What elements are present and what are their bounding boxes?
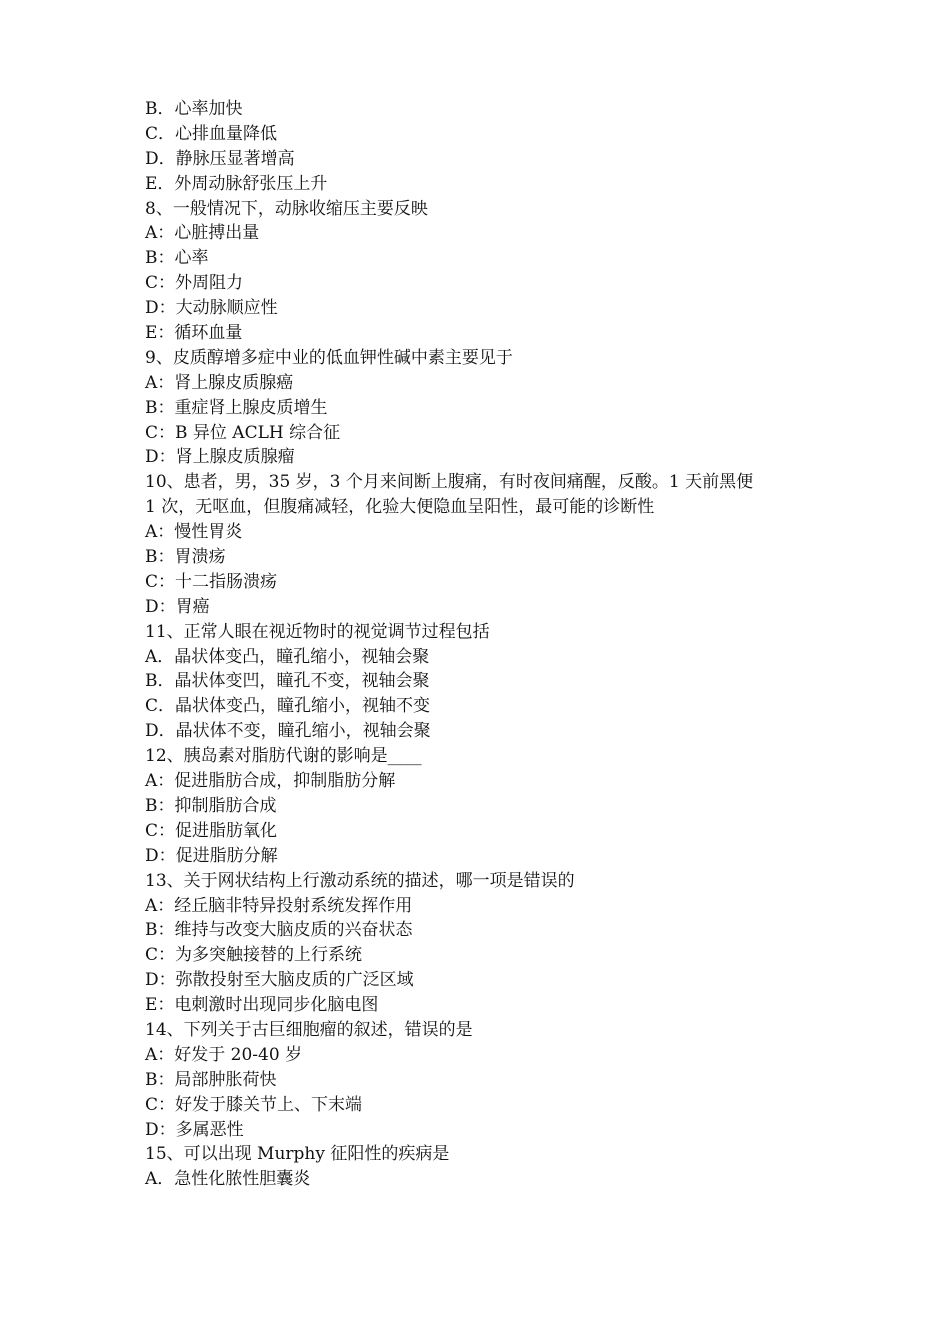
option-line: C．晶状体变凸，瞳孔缩小，视轴不变 bbox=[145, 696, 431, 717]
question-15: 15、可以出现 Murphy 征阳性的疾病是 bbox=[145, 1144, 450, 1165]
question-11: 11、正常人眼在视近物时的视觉调节过程包括 bbox=[145, 621, 490, 642]
option-line: D：肾上腺皮质腺瘤 bbox=[145, 447, 295, 468]
option-line: C：B 异位 ACLH 综合征 bbox=[145, 422, 341, 443]
option-line: D．静脉压显著增高 bbox=[145, 148, 295, 169]
option-line: B：维持与改变大脑皮质的兴奋状态 bbox=[145, 920, 413, 941]
option-line: A．晶状体变凸，瞳孔缩小，视轴会聚 bbox=[145, 646, 430, 667]
option-line: E：循环血量 bbox=[145, 323, 243, 344]
option-line: E．外周动脉舒张压上升 bbox=[145, 173, 328, 194]
option-line: C：好发于膝关节上、下末端 bbox=[145, 1094, 363, 1115]
option-line: A：慢性胃炎 bbox=[145, 522, 243, 543]
document-body bbox=[145, 97, 815, 1192]
option-line: C．心排血量降低 bbox=[145, 123, 278, 144]
option-line: D．晶状体不变，瞳孔缩小，视轴会聚 bbox=[145, 721, 431, 742]
option-line: D：弥散投射至大脑皮质的广泛区域 bbox=[145, 970, 414, 991]
option-line: B．晶状体变凹，瞳孔不变，视轴会聚 bbox=[145, 671, 430, 692]
question-8: 8、一般情况下，动脉收缩压主要反映 bbox=[145, 198, 428, 219]
option-line: D：大动脉顺应性 bbox=[145, 298, 278, 319]
option-line: B：重症肾上腺皮质增生 bbox=[145, 397, 328, 418]
option-line: A：好发于 20-40 岁 bbox=[145, 1044, 303, 1065]
question-10: 10、患者，男，35 岁，3 个月来间断上腹痛，有时夜间痛醒，反酸。1 天前黑便 bbox=[145, 472, 754, 493]
option-line: D：多属恶性 bbox=[145, 1119, 244, 1140]
option-line: B：胃溃疡 bbox=[145, 547, 226, 568]
question-14: 14、下列关于古巨细胞瘤的叙述，错误的是 bbox=[145, 1019, 473, 1040]
option-line: A：肾上腺皮质腺癌 bbox=[145, 372, 294, 393]
option-line: D：胃癌 bbox=[145, 596, 210, 617]
option-line: B：局部肿胀荷快 bbox=[145, 1069, 277, 1090]
question-10-continued: 1 次，无呕血，但腹痛减轻，化验大便隐血呈阳性，最可能的诊断性 bbox=[145, 497, 655, 518]
option-line: B．心率加快 bbox=[145, 99, 243, 119]
option-line: B：抑制脂肪合成 bbox=[145, 795, 277, 816]
option-line: A：心脏搏出量 bbox=[145, 223, 260, 244]
question-9: 9、皮质醇增多症中业的低血钾性碱中素主要见于 bbox=[145, 347, 513, 368]
question-13: 13、关于网状结构上行激动系统的描述，哪一项是错误的 bbox=[145, 870, 575, 891]
option-line: C：为多突触接替的上行系统 bbox=[145, 945, 363, 966]
option-line: A：促进脂肪合成，抑制脂肪分解 bbox=[145, 771, 396, 792]
option-line: A：经丘脑非特异投射系统发挥作用 bbox=[145, 895, 413, 916]
option-line: B：心率 bbox=[145, 248, 209, 269]
option-line: C：促进脂肪氧化 bbox=[145, 820, 278, 841]
question-12: 12、胰岛素对脂肪代谢的影响是____ bbox=[145, 746, 422, 767]
option-line: C：十二指肠溃疡 bbox=[145, 571, 278, 592]
option-line: A．急性化脓性胆囊炎 bbox=[145, 1169, 311, 1190]
option-line: C：外周阻力 bbox=[145, 273, 244, 294]
option-line: D：促进脂肪分解 bbox=[145, 845, 278, 866]
option-line: E：电刺激时出现同步化脑电图 bbox=[145, 995, 379, 1016]
